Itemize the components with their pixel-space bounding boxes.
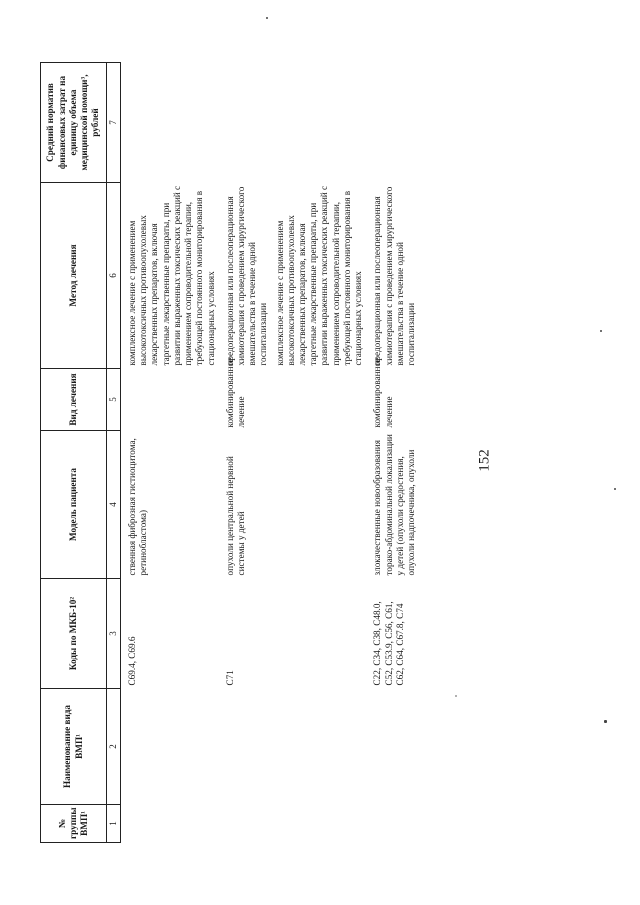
cell-vmp-name (366, 689, 419, 805)
method-text: предоперационная или послеоперационная химиотерапия с проведением хирургического вмешательства в течение одной госпитализации (224, 186, 269, 366)
scan-speck (455, 695, 457, 697)
header-vmp-name: Наименование вида ВМП¹ (41, 689, 107, 805)
column-number: 2 (107, 689, 121, 805)
column-number: 1 (107, 805, 121, 843)
page-number: 152 (476, 449, 493, 472)
vmp-table (40, 62, 419, 843)
rotated-table-wrapper (40, 63, 600, 843)
column-number: 7 (107, 63, 121, 183)
cell-group-number (120, 805, 218, 843)
cell-icd-codes: С22, С34, С38, С48.0, С52, С53.9, С56, С61, С62, С64, С67.8, С74 (372, 601, 405, 686)
column-number: 4 (107, 431, 121, 579)
cell-vmp-name (219, 689, 367, 805)
cell-group-number (366, 805, 419, 843)
cell-group-number (219, 805, 367, 843)
table-row (219, 63, 367, 843)
header-treatment-type: Вид лечения (41, 369, 107, 431)
cell-cost-standard (120, 63, 218, 183)
scan-speck (604, 720, 607, 723)
table-header-row (41, 63, 107, 843)
header-patient-model: Модель пациента (41, 431, 107, 579)
scan-speck (600, 330, 602, 332)
cell-cost-standard (366, 63, 419, 183)
cell-icd-codes: С69.4, С69.6 (126, 636, 137, 686)
cell-vmp-name (120, 689, 218, 805)
cell-patient-model: злокачественные новообразования торако-абдоминальной локализации у детей (опухоли средостения, опухоли надпочечника, опухоли (372, 434, 416, 576)
table-row (366, 63, 419, 843)
cell-treatment-type: комбинированное лечение (224, 357, 246, 428)
scan-speck (614, 488, 616, 490)
cell-treatment-method: комплексное лечение с применением высокотоксичных противоопухолевых лекарственных препаратов, включая таргетные лекарственные препараты, при развитии выраженных токсических реакций с применением сопроводительной терапии, требующей постоянного мониторирования в стационарных условиях (126, 185, 216, 366)
header-cost-standard: Средний норматив финансовых затрат на единицу объема медицинской помощи³, рублей (41, 63, 107, 183)
cell-treatment-method: предоперационная или послеоперационная химиотерапия с проведением хирургического вмешательства в течение одной госпитализации (372, 186, 416, 366)
scan-speck (266, 17, 268, 19)
header-group-number: № группы ВМП¹ (41, 805, 107, 843)
cell-treatment-method (219, 183, 367, 369)
column-number: 6 (107, 183, 121, 369)
column-number-row (107, 63, 121, 843)
table-row (120, 63, 218, 843)
header-treatment-method: Метод лечения (41, 183, 107, 369)
cell-patient-model: ственная фиброзная гистиоцитома, ретинобластома) (126, 438, 149, 576)
method-text-secondary: комплексное лечение с применением высокотоксичных противоопухолевых лекарственных препаратов, включая таргетные лекарственные препараты, при развитии выраженных токсических реакций с применением сопроводительной терапии, требующей постоянного мониторирования в стационарных условиях (274, 185, 364, 366)
header-icd-codes: Коды по МКБ-10² (41, 579, 107, 689)
column-number: 5 (107, 369, 121, 431)
cell-icd-codes: С71 (224, 670, 235, 686)
cell-treatment-type (120, 369, 218, 431)
cell-treatment-type: комбинированное лечение (372, 357, 394, 428)
cell-patient-model: опухоли центральной нервной системы у детей (224, 456, 246, 576)
column-number: 3 (107, 579, 121, 689)
cell-cost-standard (219, 63, 367, 183)
